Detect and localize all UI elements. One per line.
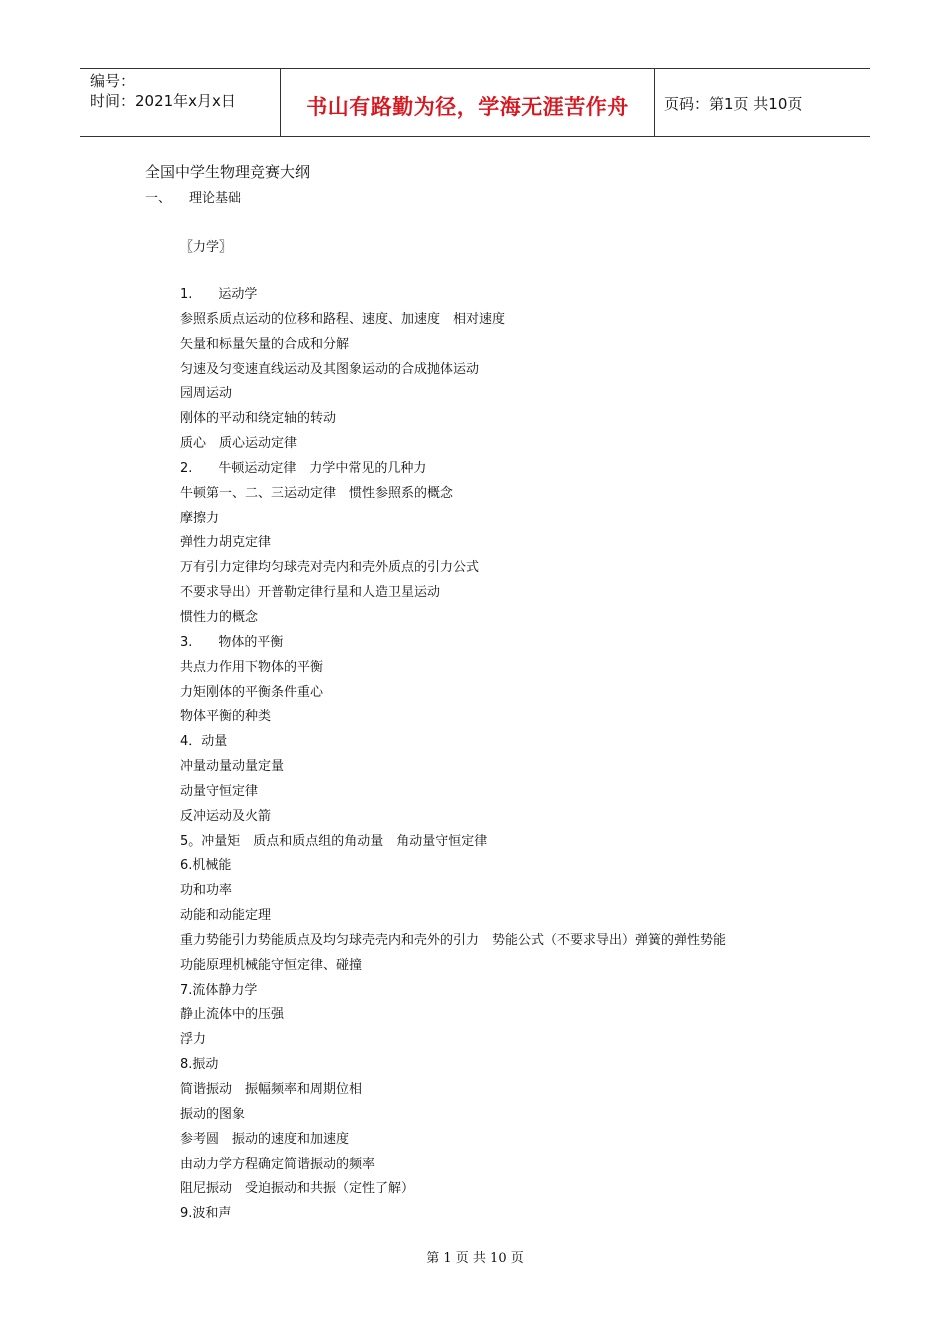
syllabus-line: 质心 质心运动定律 xyxy=(180,436,298,452)
syllabus-line: 重力势能引力势能质点及均匀球壳壳内和壳外的引力 势能公式（不要求导出）弹簧的弹性势能 xyxy=(180,932,727,948)
page-footer: 第 1 页 共 10 页 xyxy=(426,1251,524,1266)
syllabus-line: 动能和动能定理 xyxy=(180,908,272,924)
syllabus-line: 4．动量 xyxy=(180,734,228,750)
syllabus-line: 2. 牛顿运动定律 力学中常见的几种力 xyxy=(180,460,427,476)
syllabus-line: 不要求导出）开普勒定律行星和人造卫星运动 xyxy=(180,585,441,601)
document-title: 全国中学生物理竞赛大纲 xyxy=(145,163,311,181)
syllabus-line: 参考圆 振动的速度和加速度 xyxy=(180,1131,350,1147)
header-page-info: 页码：第1页 共10页 xyxy=(664,95,803,113)
syllabus-line: 参照系质点运动的位移和路程、速度、加速度 相对速度 xyxy=(180,311,506,327)
syllabus-line: 简谐振动 振幅频率和周期位相 xyxy=(180,1082,363,1097)
syllabus-line: 7.流体静力学 xyxy=(180,982,258,998)
syllabus-line: 振动的图象 xyxy=(180,1106,246,1122)
syllabus-line: 8.振动 xyxy=(180,1057,219,1073)
syllabus-line: 弹性力胡克定律 xyxy=(180,535,272,551)
syllabus-line: 6.机械能 xyxy=(180,858,232,874)
syllabus-line: 9.波和声 xyxy=(180,1206,232,1222)
syllabus-line: 万有引力定律均匀球壳对壳内和壳外质点的引力公式 xyxy=(180,560,480,576)
syllabus-line: 共点力作用下物体的平衡 xyxy=(180,659,324,675)
syllabus-line: 惯性力的概念 xyxy=(180,609,259,625)
syllabus-list xyxy=(180,283,726,1227)
syllabus-line: 功和功率 xyxy=(180,883,233,899)
header-meta xyxy=(90,71,236,111)
syllabus-line: 摩擦力 xyxy=(180,510,220,526)
section-number: 一、 xyxy=(145,191,172,206)
section-title: 理论基础 xyxy=(189,191,242,206)
syllabus-line: 反冲运动及火箭 xyxy=(180,808,272,824)
syllabus-line: 阻尼振动 受迫振动和共振（定性了解） xyxy=(180,1181,415,1197)
syllabus-line: 功能原理机械能守恒定律、碰撞 xyxy=(180,957,363,973)
chapter-heading: 〖力学〗 xyxy=(180,240,233,255)
syllabus-line: 物体平衡的种类 xyxy=(180,709,272,725)
header-motto: 书山有路勤为径，学海无涯苦作舟 xyxy=(306,95,629,119)
syllabus-line: 动量守恒定律 xyxy=(180,783,259,799)
syllabus-line: 园周运动 xyxy=(180,386,233,402)
date-line: 时间：2021年x月x日 xyxy=(90,92,236,110)
syllabus-line: 牛顿第一、二、三运动定律 惯性参照系的概念 xyxy=(180,485,454,501)
syllabus-line: 由动力学方程确定简谐振动的频率 xyxy=(180,1156,376,1172)
page-header xyxy=(80,68,870,137)
syllabus-line: 匀速及匀变速直线运动及其图象运动的合成抛体运动 xyxy=(180,361,480,377)
syllabus-line: 静止流体中的压强 xyxy=(180,1007,285,1023)
syllabus-line: 浮力 xyxy=(180,1032,207,1048)
syllabus-line: 刚体的平动和绕定轴的转动 xyxy=(180,411,337,427)
syllabus-line: 3. 物体的平衡 xyxy=(180,634,284,650)
header-divider-right xyxy=(654,69,655,136)
syllabus-line: 冲量动量动量定量 xyxy=(180,759,285,775)
serial-label: 编号： xyxy=(90,72,136,90)
section-heading xyxy=(145,187,241,206)
syllabus-line: 1. 运动学 xyxy=(180,287,258,302)
syllabus-line: 力矩刚体的平衡条件重心 xyxy=(180,684,324,700)
syllabus-line: 矢量和标量矢量的合成和分解 xyxy=(180,336,350,352)
syllabus-line: 5。冲量矩 质点和质点组的角动量 角动量守恒定律 xyxy=(180,833,488,849)
